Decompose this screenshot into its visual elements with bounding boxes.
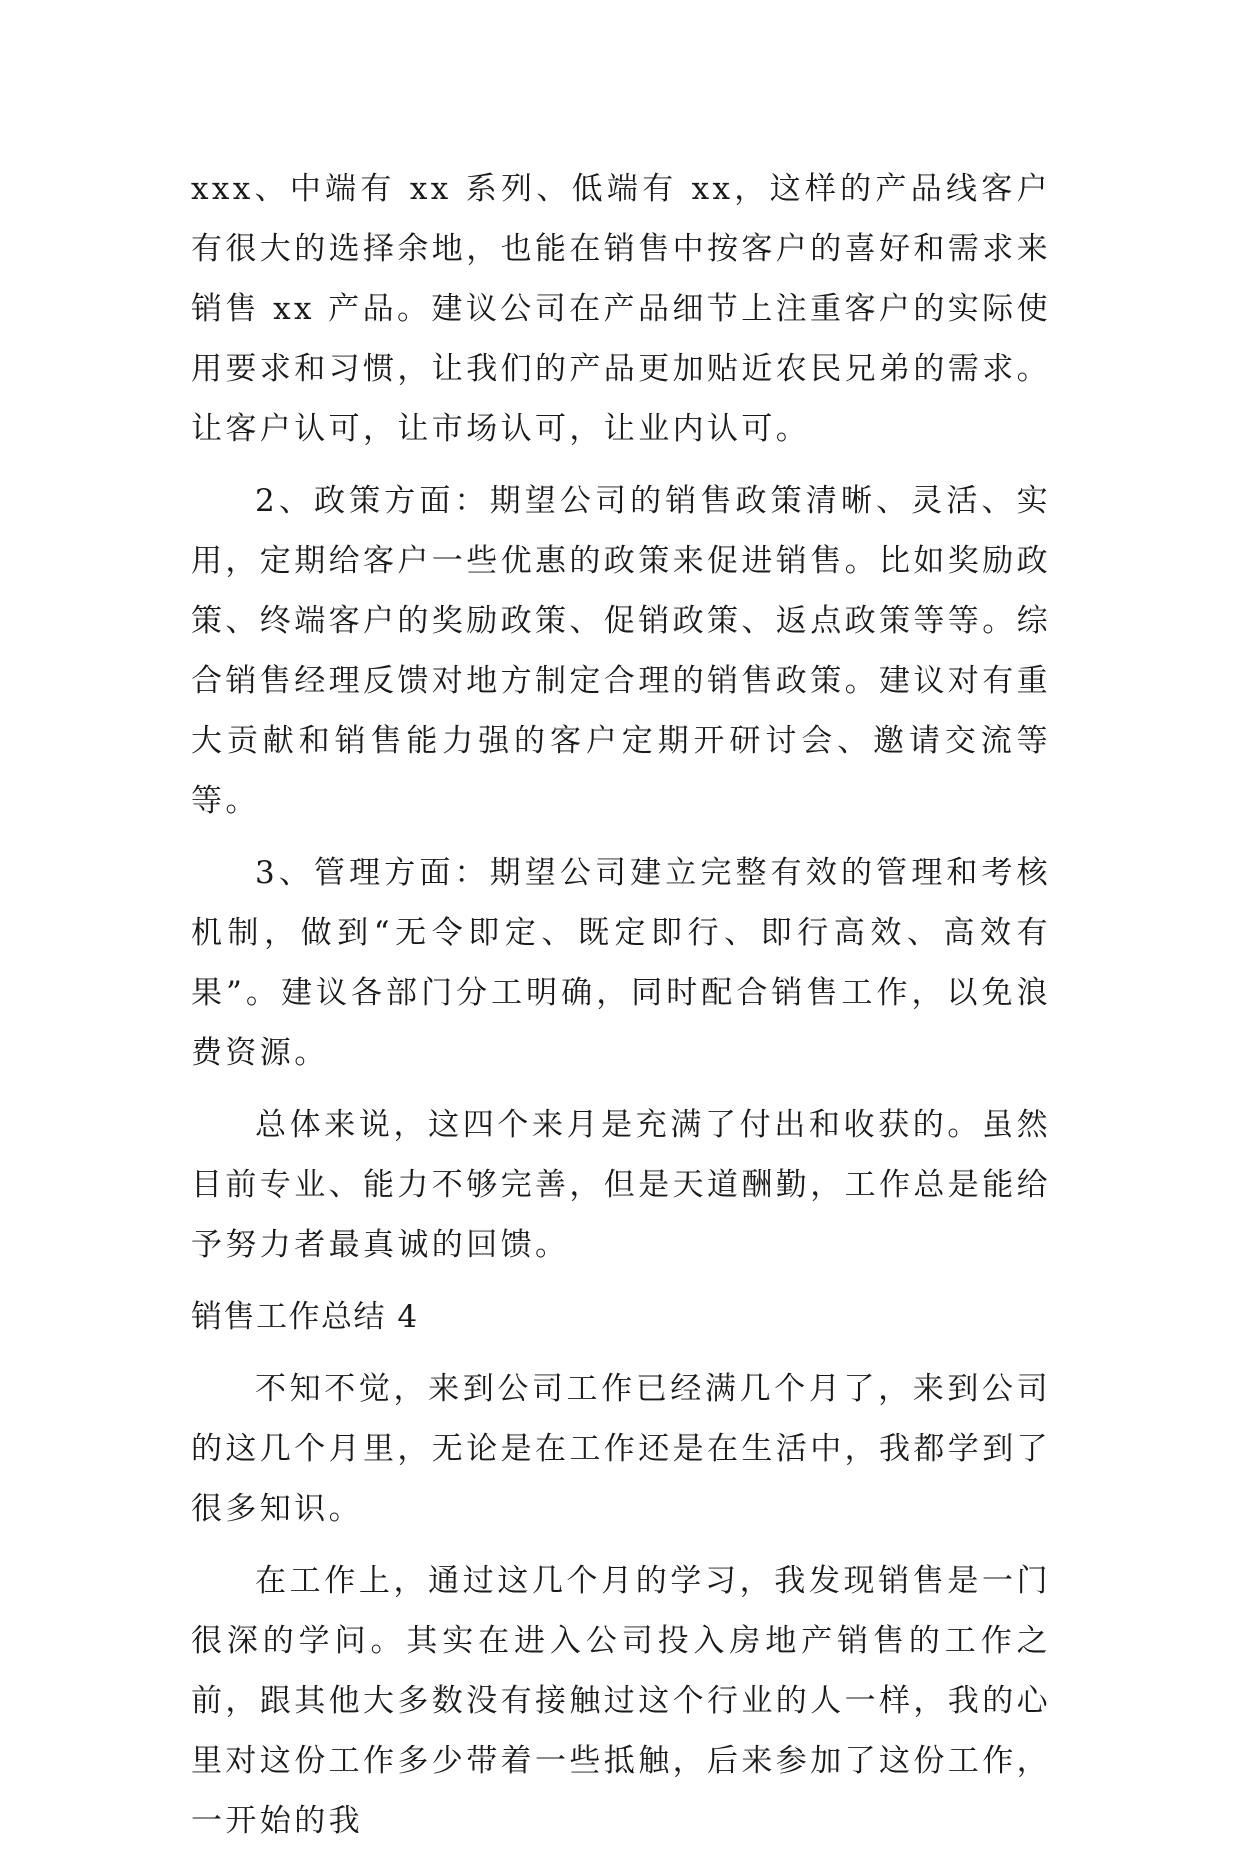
paragraph-policy: 2、政策方面：期望公司的销售政策清晰、灵活、实用，定期给客户一些优惠的政策来促进销售。比如奖励政策、终端客户的奖励政策、促销政策、返点政策等等。综合销售经理反馈对地方制定合理的销售政策。建议对有重大贡献和销售能力强的客户定期开研讨会、邀请交流等等。 <box>191 483 1051 819</box>
paragraph-summary: 总体来说，这四个来月是充满了付出和收获的。虽然目前专业、能力不够完善，但是天道酬勤，工作总是能给予努力者最真诚的回馈。 <box>191 1107 1051 1263</box>
paragraph-management: 3、管理方面：期望公司建立完整有效的管理和考核机制，做到“无令即定、既定即行、即行高效、高效有果”。建议各部门分工明确，同时配合销售工作，以免浪费资源。 <box>191 855 1051 1071</box>
paragraph-intro: 不知不觉，来到公司工作已经满几个月了，来到公司的这几个月里，无论是在工作还是在生活中，我都学到了很多知识。 <box>191 1371 1051 1527</box>
section-heading: 销售工作总结 4 <box>191 1299 419 1335</box>
paragraph-work: 在工作上，通过这几个月的学习，我发现销售是一门很深的学问。其实在进入公司投入房地产销售的工作之前，跟其他大多数没有接触过这个行业的人一样，我的心里对这份工作多少带着一些抵触，后来参加了这份工作，一开始的我 <box>191 1563 1051 1839</box>
document-body <box>191 159 1051 1863</box>
paragraph-product-line: xxx、中端有 xx 系列、低端有 xx，这样的产品线客户有很大的选择余地，也能在销售中按客户的喜好和需求来销售 xx 产品。建议公司在产品细节上注重客户的实际使用要求和习惯，让我们的产品更加贴近农民兄弟的需求。让客户认可，让市场认可，让业内认可。 <box>191 171 1051 447</box>
